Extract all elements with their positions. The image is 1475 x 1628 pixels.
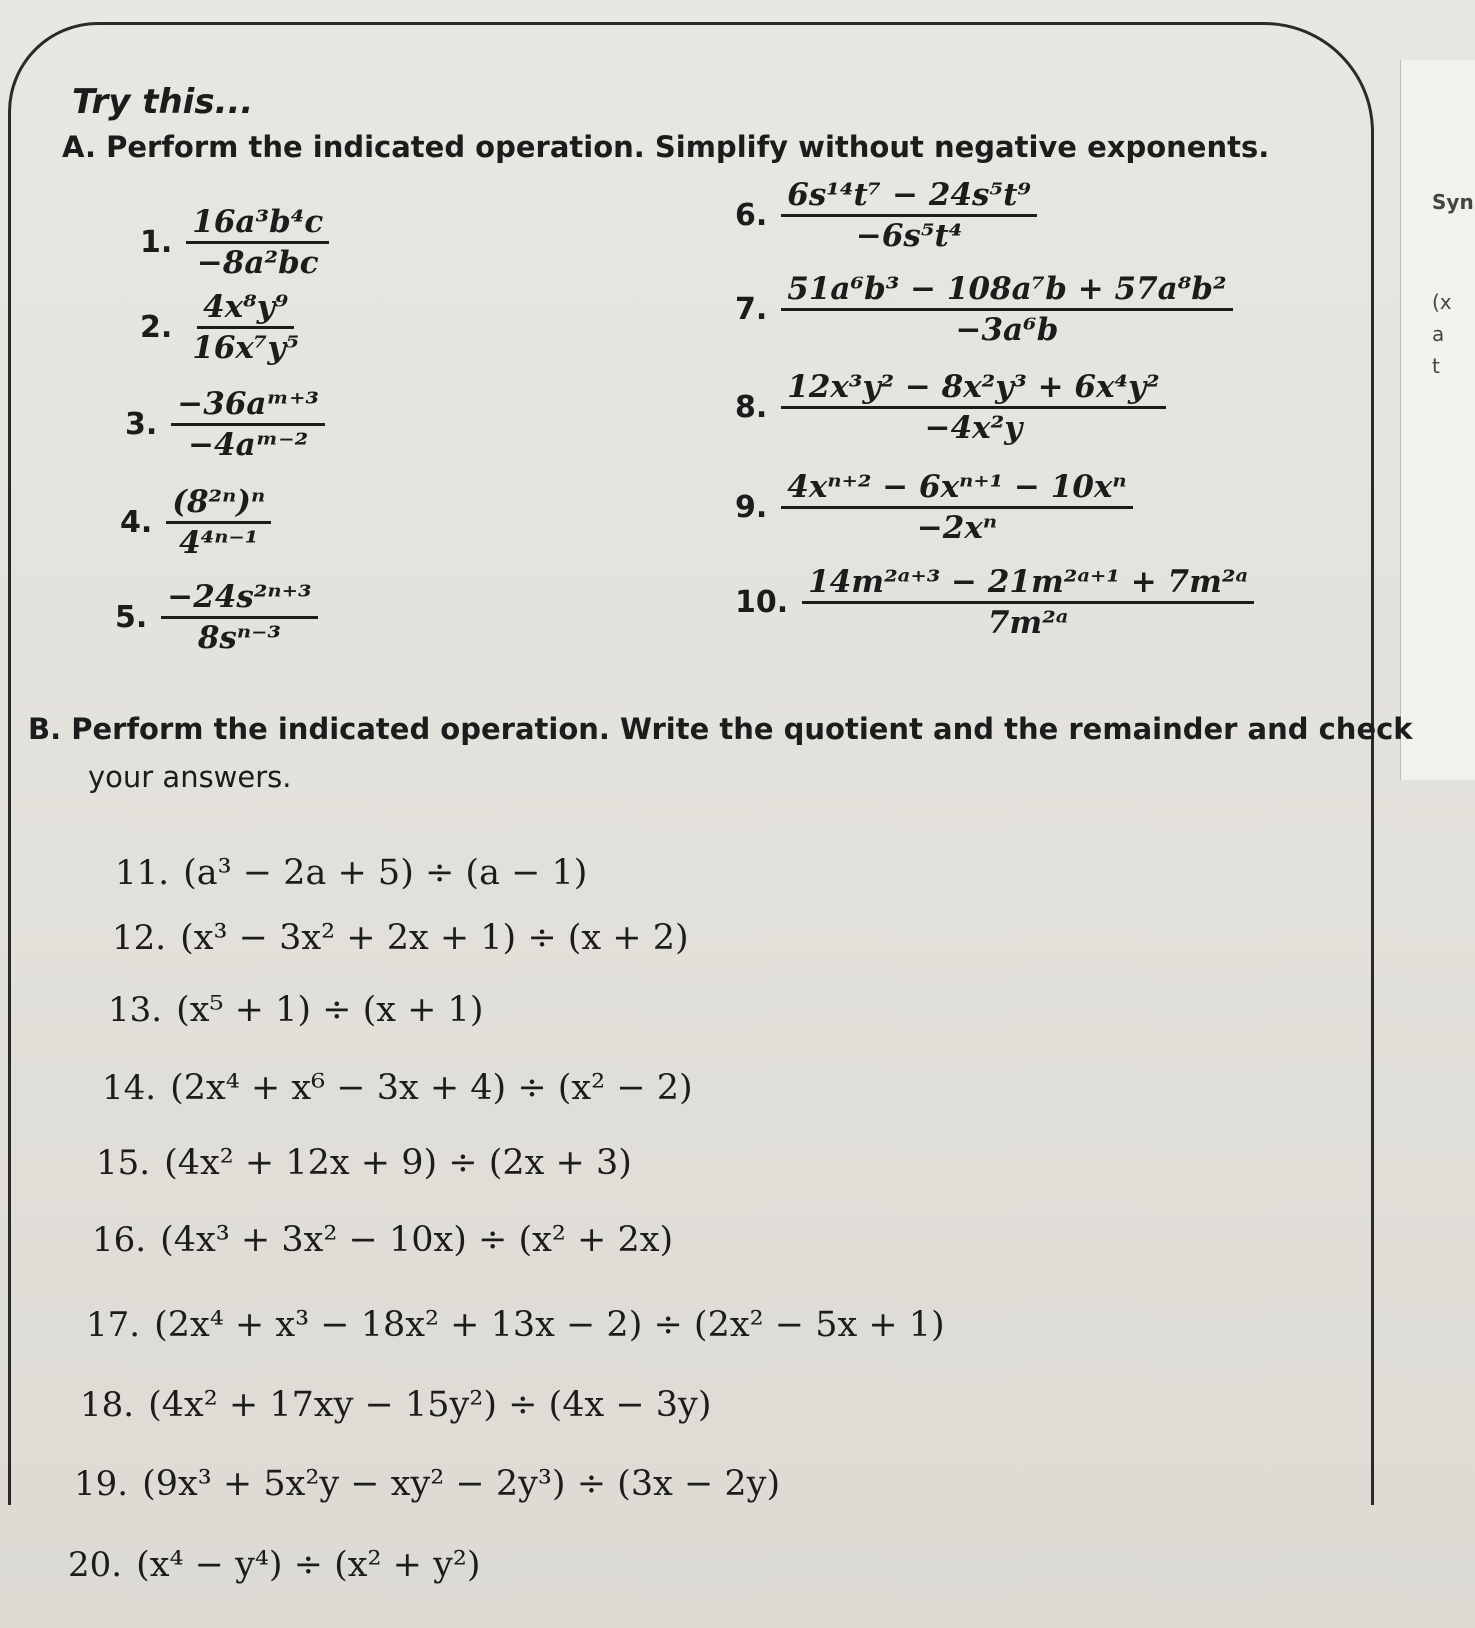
problem-11	[115, 853, 587, 893]
problem-number: 1.	[140, 225, 173, 261]
denominator: 7m²ᵃ	[987, 605, 1069, 642]
numerator: 4x⁸y⁹	[197, 290, 294, 329]
problem-number: 6.	[735, 198, 768, 234]
fraction	[781, 470, 1132, 545]
division-expression: (2x⁴ + x⁶ − 3x + 4) ÷ (x² − 2)	[170, 1068, 693, 1108]
problem-number: 4.	[120, 505, 153, 541]
problem-17	[86, 1305, 945, 1345]
problem-13	[108, 990, 483, 1030]
problem-number: 10.	[735, 585, 789, 621]
problem-1	[140, 205, 329, 280]
side-label: Syn	[1432, 190, 1474, 214]
numerator: 51a⁶b³ − 108a⁷b + 57a⁸b²	[781, 272, 1232, 311]
denominator: −2xⁿ	[916, 510, 998, 547]
problem-19	[74, 1464, 780, 1504]
numerator: −36aᵐ⁺³	[171, 387, 325, 426]
numerator: 16a³b⁴c	[186, 205, 329, 244]
problem-number: 18.	[80, 1385, 135, 1425]
numerator: 14m²ᵃ⁺³ − 21m²ᵃ⁺¹ + 7m²ᵃ	[802, 565, 1254, 604]
problem-8	[735, 370, 1166, 445]
division-expression: (a³ − 2a + 5) ÷ (a − 1)	[183, 853, 588, 893]
fraction	[781, 272, 1232, 347]
problem-15	[96, 1143, 632, 1183]
fraction	[781, 370, 1165, 445]
side-label: (x	[1432, 290, 1452, 314]
problem-number: 15.	[96, 1143, 151, 1183]
problem-20	[68, 1545, 481, 1585]
numerator: 12x³y² − 8x²y³ + 6x⁴y²	[781, 370, 1165, 409]
problem-number: 19.	[74, 1464, 129, 1504]
problem-7	[735, 272, 1233, 347]
denominator: −4x²y	[924, 410, 1023, 447]
problem-number: 8.	[735, 390, 768, 426]
problem-number: 17.	[86, 1305, 141, 1345]
division-expression: (2x⁴ + x³ − 18x² + 13x − 2) ÷ (2x² − 5x + 1)	[154, 1305, 945, 1345]
problem-number: 2.	[140, 310, 173, 346]
side-label: a	[1432, 322, 1445, 346]
division-expression: (x⁵ + 1) ÷ (x + 1)	[176, 990, 484, 1030]
division-expression: (x⁴ − y⁴) ÷ (x² + y²)	[136, 1545, 481, 1585]
denominator: −6s⁵t⁴	[855, 218, 963, 255]
numerator: −24s²ⁿ⁺³	[161, 580, 317, 619]
problem-3	[125, 387, 325, 462]
problem-number: 7.	[735, 292, 768, 328]
problem-number: 13.	[108, 990, 163, 1030]
denominator: −4aᵐ⁻²	[188, 427, 309, 464]
denominator: 4⁴ⁿ⁻¹	[179, 525, 259, 562]
division-expression: (4x³ + 3x² − 10x) ÷ (x² + 2x)	[160, 1220, 674, 1260]
division-expression: (4x² + 12x + 9) ÷ (2x + 3)	[164, 1143, 632, 1183]
problem-18	[80, 1385, 711, 1425]
page-title: Try this...	[72, 82, 254, 122]
fraction	[802, 565, 1254, 640]
numerator: 4xⁿ⁺² − 6xⁿ⁺¹ − 10xⁿ	[781, 470, 1132, 509]
numerator: 6s¹⁴t⁷ − 24s⁵t⁹	[781, 178, 1037, 217]
fraction	[166, 485, 271, 560]
fraction	[186, 290, 305, 365]
problem-number: 5.	[115, 600, 148, 636]
problem-2	[140, 290, 305, 365]
problem-6	[735, 178, 1037, 253]
problem-10	[735, 565, 1254, 640]
problem-number: 12.	[112, 918, 167, 958]
problem-number: 14.	[102, 1068, 157, 1108]
section-b-instruction: B. Perform the indicated operation. Write the quotient and the remainder and check	[28, 712, 1413, 746]
fraction	[161, 580, 317, 655]
problem-4	[120, 485, 271, 560]
problem-number: 3.	[125, 407, 158, 443]
denominator: 16x⁷y⁵	[192, 330, 300, 367]
problem-number: 9.	[735, 490, 768, 526]
division-expression: (4x² + 17xy − 15y²) ÷ (4x − 3y)	[148, 1385, 712, 1425]
division-expression: (x³ − 3x² + 2x + 1) ÷ (x + 2)	[180, 918, 689, 958]
fraction	[186, 205, 329, 280]
problem-12	[112, 918, 689, 958]
problem-number: 11.	[115, 853, 170, 893]
fraction	[171, 387, 325, 462]
problem-14	[102, 1068, 693, 1108]
denominator: 8sⁿ⁻³	[197, 620, 282, 657]
section-a-instruction: A. Perform the indicated operation. Simplify without negative exponents.	[62, 130, 1270, 164]
problem-number: 20.	[68, 1545, 123, 1585]
denominator: −8a²bc	[196, 245, 319, 282]
denominator: −3a⁶b	[955, 312, 1059, 349]
section-b-instruction-cont: your answers.	[88, 760, 292, 794]
problem-9	[735, 470, 1133, 545]
division-expression: (9x³ + 5x²y − xy² − 2y³) ÷ (3x − 2y)	[142, 1464, 781, 1504]
problem-number: 16.	[92, 1220, 147, 1260]
problem-5	[115, 580, 318, 655]
side-label: t	[1432, 354, 1440, 378]
numerator: (8²ⁿ)ⁿ	[166, 485, 271, 524]
problem-16	[92, 1220, 673, 1260]
fraction	[781, 178, 1037, 253]
adjacent-page-strip	[1400, 60, 1475, 780]
